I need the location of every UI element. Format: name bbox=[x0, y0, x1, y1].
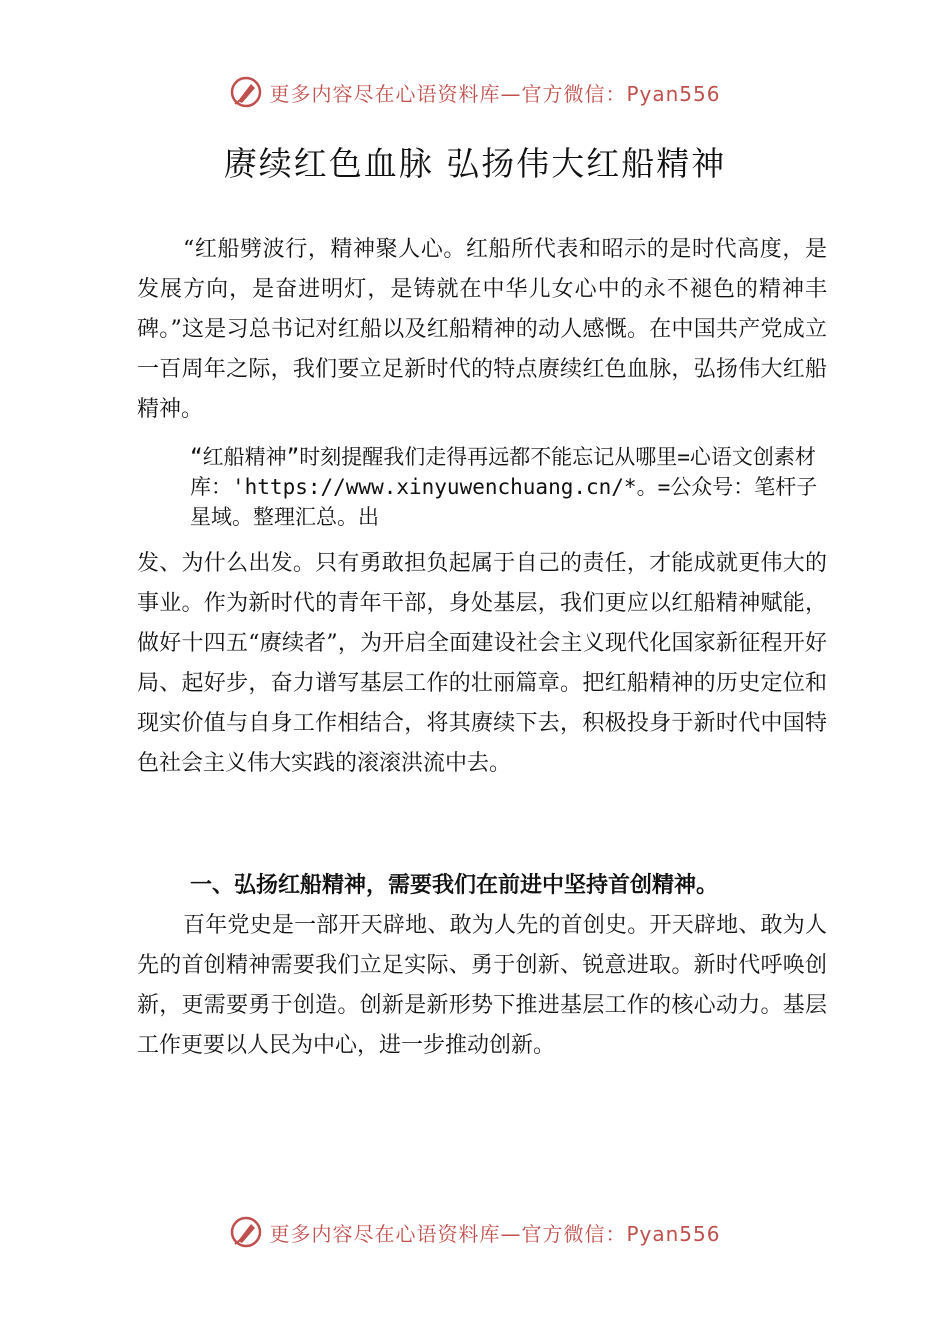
document-title: 赓续红色血脉 弘扬伟大红船精神 bbox=[223, 144, 727, 183]
paragraph-1: “红船劈波行，精神聚人心。红船所代表和昭示的是时代高度，是发展方向，是奋进明灯，是铸就在中华儿女心中的永不褪色的精神丰碑。”这是习总书记对红船以及红船精神的动人感慨。在中国共产党成立一百周年之际，我们要立足新时代的特点赓续红色血脉，弘扬伟大红船精神。 bbox=[137, 237, 827, 422]
pen-nib-logo-icon bbox=[229, 1215, 263, 1249]
footer-banner-text: 更多内容尽在心语资料库—官方微信：Pyan556 bbox=[269, 1221, 721, 1246]
header-banner-text: 更多内容尽在心语资料库—官方微信：Pyan556 bbox=[269, 81, 721, 106]
paragraph-4: 百年党史是一部开天辟地、敢为人先的首创史。开天辟地、敢为人先的首创精神需要我们立足实际、勇于创新、锐意进取。新时代呼唤创新，更需要勇于创造。创新是新形势下推进基层工作的核心动力。基层工作更要以人民为中心，进一步推动创新。 bbox=[137, 913, 827, 1058]
paragraph-3: 发、为什么出发。只有勇敢担负起属于自己的责任，才能成就更伟大的事业。作为新时代的青年干部，身处基层，我们更应以红船精神赋能，做好十四五“赓续者”，为开启全面建设社会主义现代化国家新征程开好局、起好步，奋力谱写基层工作的壮丽篇章。把红船精神的历史定位和现实价值与自身工作相结合，将其赓续下去，积极投身于新时代中国特色社会主义伟大实践的滚滚洪流中去。 bbox=[137, 551, 827, 776]
pen-nib-logo-icon bbox=[229, 75, 263, 109]
header-banner bbox=[0, 72, 950, 112]
section-heading-1: 一、弘扬红船精神，需要我们在前进中坚持首创精神。 bbox=[190, 873, 719, 898]
footer-banner bbox=[0, 1212, 950, 1252]
paragraph-2-inserted: “红船精神”时刻提醒我们走得再远都不能忘记从哪里=心语文创素材库：'https://www.xinyuwenchuang.cn/*。=公众号：笔杆子星域。整理汇总。出 bbox=[190, 445, 818, 529]
